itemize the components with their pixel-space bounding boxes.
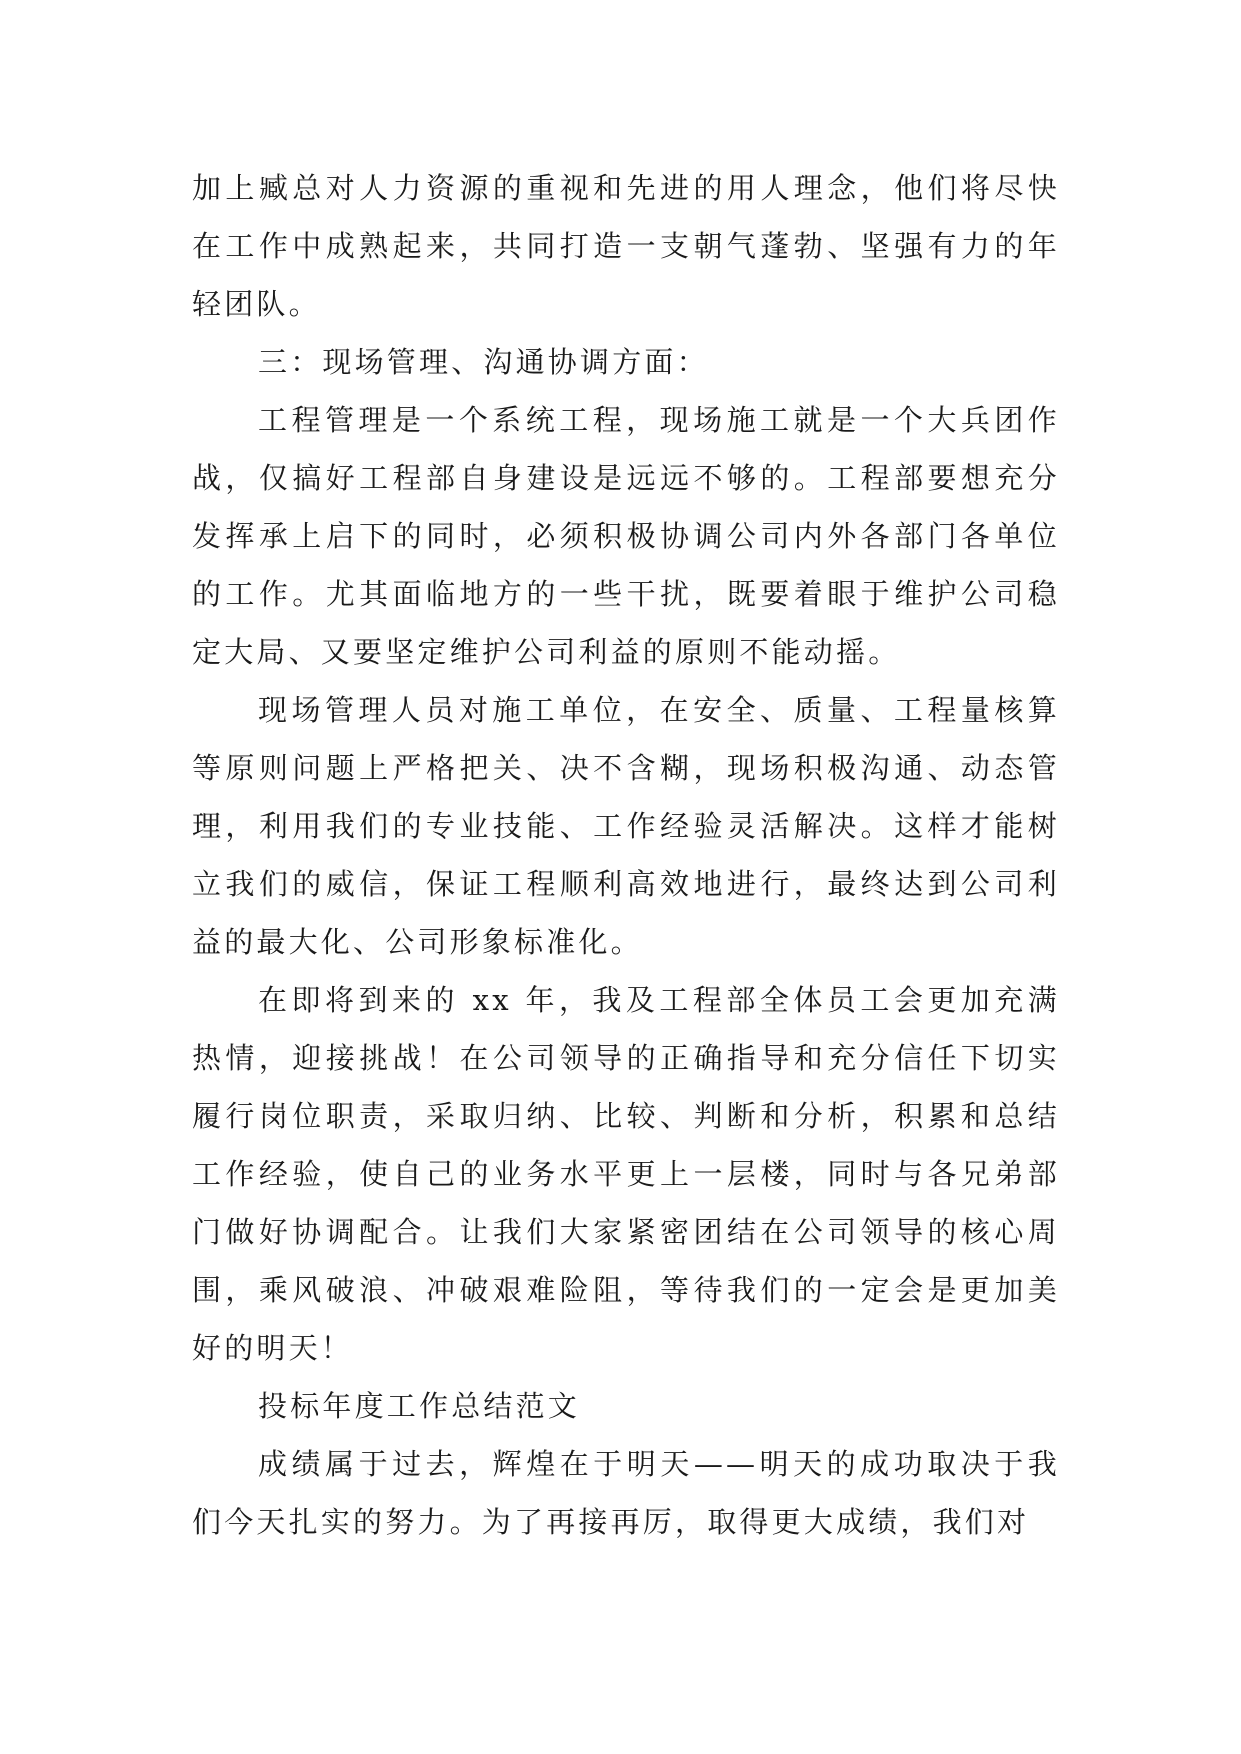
paragraph-coming-year: 在即将到来的 xx 年，我及工程部全体员工会更加充满热情，迎接挑战！在公司领导的正确指导和充分信任下切实履行岗位职责，采取归纳、比较、判断和分析，积累和总结工作经验，使自己的业务水平更上一层楼，同时与各兄弟部门做好协调配合。让我们大家紧密团结在公司领导的核心周围，乘风破浪、冲破艰难险阻，等待我们的一定会是更加美好的明天！ — [192, 983, 1060, 1365]
paragraph-engineering-management: 工程管理是一个系统工程，现场施工就是一个大兵团作战，仅搞好工程部自身建设是远远不够的。工程部要想充分发挥承上启下的同时，必须积极协调公司内外各部门各单位的工作。尤其面临地方的一些干扰，既要着眼于维护公司稳定大局、又要坚定维护公司利益的原则不能动摇。 — [192, 403, 1060, 669]
document-body — [192, 159, 1060, 1551]
paragraph-achievements: 成绩属于过去，辉煌在于明天——明天的成功取决于我们今天扎实的努力。为了再接再厉，取得更大成绩，我们对 — [192, 1447, 1060, 1539]
paragraph-site-personnel: 现场管理人员对施工单位，在安全、质量、工程量核算等原则问题上严格把关、决不含糊，现场积极沟通、动态管理，利用我们的专业技能、工作经验灵活解决。这样才能树立我们的威信，保证工程顺利高效地进行，最终达到公司利益的最大化、公司形象标准化。 — [192, 693, 1060, 959]
paragraph-team-continuation: 加上臧总对人力资源的重视和先进的用人理念，他们将尽快在工作中成熟起来，共同打造一支朝气蓬勃、坚强有力的年轻团队。 — [192, 171, 1060, 321]
document-subtitle-bidding-summary: 投标年度工作总结范文 — [258, 1389, 581, 1423]
section-heading-site-management: 三：现场管理、沟通协调方面： — [258, 345, 709, 379]
